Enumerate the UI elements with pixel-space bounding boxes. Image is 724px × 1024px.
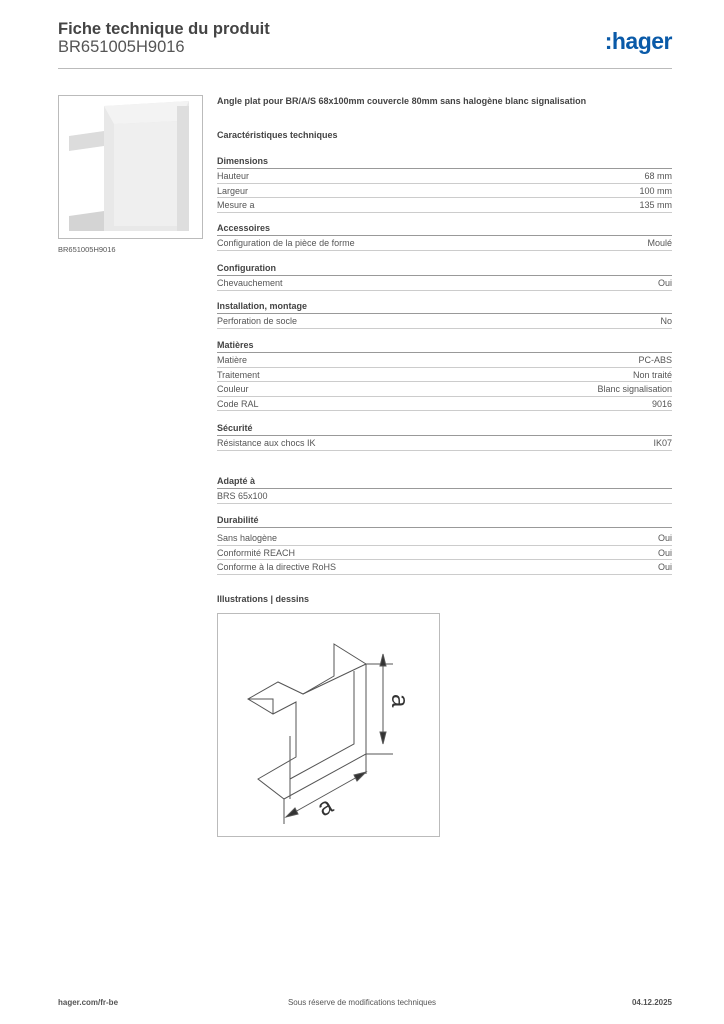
- section-adapte: Adapté à BRS 65x100: [217, 474, 672, 504]
- header-divider: [58, 68, 672, 69]
- table-row: Traitement Non traité: [217, 368, 672, 383]
- footer-website-link[interactable]: hager.com/fr-be: [58, 998, 119, 1007]
- hager-logo: :hager: [604, 28, 672, 54]
- table-row: Mesure a 135 mm: [217, 198, 672, 213]
- section-matieres: Matières Matière PC-ABS Traitement Non traité Couleur Blanc signalisation Code RAL 9016: [217, 338, 672, 411]
- section-accessoires: Accessoires Configuration de la pièce de forme Moulé: [217, 221, 672, 251]
- width-label: a: [312, 792, 338, 823]
- footer-date: 04.12.2025: [631, 998, 672, 1007]
- dimension-drawing: [217, 613, 440, 837]
- table-row: Conforme à la directive RoHS Oui: [217, 560, 672, 575]
- table-row: Perforation de socle No: [217, 314, 672, 329]
- table-row: Largeur 100 mm: [217, 184, 672, 199]
- table-row: Conformité REACH Oui: [217, 546, 672, 561]
- table-row: Configuration de la pièce de forme Moulé: [217, 236, 672, 251]
- section-configuration: Configuration Chevauchement Oui: [217, 261, 672, 291]
- section-installation: Installation, montage Perforation de socle No: [217, 299, 672, 329]
- product-code: BR651005H9016: [58, 38, 185, 56]
- product-description: Angle plat pour BR/A/S 68x100mm couvercle 80mm sans halogène blanc signalisation: [217, 96, 587, 106]
- characteristics-title: Caractéristiques techniques: [217, 130, 338, 140]
- table-row: Résistance aux chocs IK IK07: [217, 436, 672, 451]
- section-securite: Sécurité Résistance aux chocs IK IK07: [217, 421, 672, 451]
- thumbnail-caption: BR651005H9016: [58, 245, 116, 254]
- table-row: Hauteur 68 mm: [217, 169, 672, 184]
- table-row: Couleur Blanc signalisation: [217, 382, 672, 397]
- footer-disclaimer: Sous réserve de modifications techniques: [287, 998, 437, 1007]
- table-row: BRS 65x100: [217, 489, 672, 504]
- section-durabilite: Durabilité Sans halogène Oui Conformité REACH Oui Conforme à la directive RoHS Oui: [217, 513, 672, 575]
- table-row: Sans halogène Oui: [217, 531, 672, 546]
- page-title: Fiche technique du produit: [58, 20, 270, 38]
- table-row: Chevauchement Oui: [217, 276, 672, 291]
- height-label: a: [386, 694, 413, 708]
- illustrations-title: Illustrations | dessins: [217, 594, 310, 604]
- section-dimensions: Dimensions Hauteur 68 mm Largeur 100 mm Mesure a 135 mm: [217, 154, 672, 213]
- table-row: Matière PC-ABS: [217, 353, 672, 368]
- table-row: Code RAL 9016: [217, 397, 672, 412]
- product-image: [58, 95, 203, 239]
